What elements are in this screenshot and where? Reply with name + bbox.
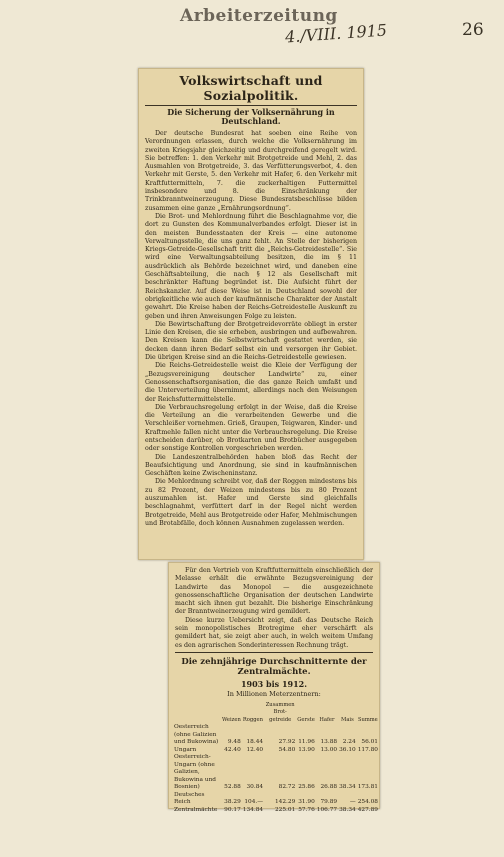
row-label: Ungarn (174, 746, 197, 753)
article-paragraph: Für den Vertrieb von Kraftfuttermitteln einschließlich der Melasse erhält die erwähnte Bezugsvereinigung der Landwirte das Monopol — die ausgezeichnete genossenschaftliche Organisation der deutschen Landwirte macht sich ihnen gut bezahlt. Die bisherige Einschränkung der Branntweinerzeugung wird gemildert. (175, 567, 373, 616)
table-row (173, 807, 379, 815)
table-cell: 106.77 (316, 806, 338, 813)
article-paragraph: Die Landeszentralbehörden haben bloß das Recht der Beaufsichtigung und Anordnung, sie sind in kaufmännischen Geschäften keine Zwischeninstanz. (145, 453, 357, 478)
table-cell: 25.86 (298, 784, 315, 791)
table-row (173, 792, 379, 807)
table-cell: 31.90 (298, 799, 315, 806)
row-label: Deutsches Reich (174, 791, 205, 806)
section-title: Volkswirtschaft und Sozialpolitik. (179, 73, 323, 103)
archive-stamp: Arbeiterzeitung (180, 6, 338, 26)
article-paragraph: Die Brot- und Mehlordnung führt die Beschlagnahme vor, die dort zu Gunsten des Kommunalverbandes erfolgt. Dieser ist in den meisten Bundesstaaten der Kreis — eine autonome Verwaltungsstelle, die uns ganz fehlt. An Stelle der bisherigen Kriegs-Getreide-Gesellschaft tritt die „Reichs-Getreidestelle“. Sie wird eine Verwaltungsabteilung besitzen, die im § 11 ausdrücklich als Behörde bezeichnet wird, und daneben eine Geschäftsabteilung, die nach § 12 als Gesellschaft mit beschränkter Haftung begründet ist. Die Aufsicht führt der Reichskanzler. Auf diese Weise ist in Deutschland sowohl der obrigkeitliche wie auch der kaufmännische Charakter der Anstalt gewahrt. Die Kreise haben der Reichs-Getreidestelle Auskunft zu geben und ihren Anweisungen Folge zu leisten. (145, 212, 357, 320)
table-cell: 104.— (244, 799, 264, 806)
article-paragraph: Die Reichs-Getreidestelle weist die Kleie der Verfügung der „Bezugsvereinigung deutscher Landwirte“ zu, einer Genossenschaftsorganisation, die das ganze Reich umfaßt und die Unterverteilung übernimmt, allerdings nach den Weisungen der Reichsfuttermittelstelle. (145, 362, 357, 403)
table-cell: 26.88 (320, 784, 338, 791)
table-cell: 18.44 (246, 739, 264, 746)
table-cell: 12.40 (246, 746, 264, 753)
article-paragraph: Der deutsche Bundesrat hat soeben eine Reihe von Verordnungen erlassen, durch welche die Volksernährung im zweiten Kriegsjahr gleichzeitig und durchgreifend geregelt wird. Sie betreffen: 1. den Verkehr mit Brotgetreide und Mehl, 2. das Ausmahlen von Brotgetreide, 3. das Verfütterungsverbot, 4. den Verkehr mit Gerste, 5. den Verkehr mit Hafer, 6. den Verkehr mit Kraftfuttermitteln, 7. die zuckerhaltigen Futtermittel insbesondere und 8. die Einschränkung der Trinkbranntweinerzeugung. Diese Bundesratsbeschlüsse bilden zusammen eine ganze „Ernährungsordnung“. (145, 130, 357, 212)
table-cell: — (349, 799, 356, 806)
article-paragraph: Die Mehlordnung schreibt vor, daß der Roggen mindestens bis zu 82 Prozent, der Weizen mindestens bis zu 80 Prozent auszumahlen ist. Hafer und Gerste sind gleichfalls beschlagnahmt, verfüttert darf in der Regel nicht werden Brotgetreide, Mehl aus Brotgetreide oder Hafer, Mehlmischungen und Brotabfälle, doch können Ausnahmen zugelassen werden. (145, 478, 357, 527)
table-row (173, 724, 379, 747)
article-body (139, 130, 363, 528)
table-cell: 56.01 (361, 739, 378, 746)
article-headline: Die Sicherung der Volksernährung in Deutschland. (167, 107, 335, 126)
table-cell: 27.92 (278, 739, 296, 746)
column-header-country (173, 702, 221, 725)
table-row (173, 747, 379, 755)
article-paragraph: Die Verbrauchsregelung erfolgt in der Weise, daß die Kreise die Verteilung an die verarbeitenden Gewerbe und die Verschleißer vornehmen. Grieß, Graupen, Teigwaren, Kinder- und Kraftmehle fallen nicht unter die Verbrauchsregelung. Die Kreise entscheiden darüber, ob Brotkarten und Brotbücher ausgegeben oder sonstige Kontrollen vorgeschrieben werden. (145, 403, 357, 453)
table-cell: 13.88 (320, 739, 338, 746)
table-cell: 225.01 (274, 806, 296, 813)
table-cell: 13.00 (320, 746, 338, 753)
table-cell: 173.81 (357, 784, 378, 791)
table-cell: 9.48 (227, 739, 241, 746)
table-cell: 54.80 (278, 746, 296, 753)
table-cell: 134.84 (242, 806, 264, 813)
table-cell: 79.89 (320, 799, 338, 806)
column-header: Mais (341, 716, 354, 723)
table-cell: 254.08 (357, 799, 378, 806)
table-header-row (173, 702, 379, 725)
column-header: Roggen (242, 716, 263, 723)
page-number: 26 (462, 20, 484, 40)
table-cell: 57.76 (298, 806, 315, 813)
divider (145, 105, 357, 106)
harvest-table (173, 702, 379, 815)
newspaper-clipping-article (138, 68, 364, 560)
table-cell: 117.80 (357, 746, 378, 753)
table-row (173, 754, 379, 792)
table-cell: 38.34 (339, 806, 356, 813)
column-header: Weizen (222, 716, 241, 723)
table-cell: 427.89 (357, 806, 378, 813)
table-cell: 11.96 (298, 739, 315, 746)
column-header: Zusammen Brot-getreide (265, 701, 295, 723)
table-unit: In Millionen Meterzentnern: (227, 689, 321, 698)
table-cell: 36.10 (339, 746, 356, 753)
column-header: Gerste (297, 716, 315, 723)
newspaper-clipping-table (168, 562, 380, 813)
table-cell: 30.84 (246, 784, 264, 791)
row-label: Oesterreich-Ungarn (ohne Galizien, Bukowina und Bosnien) (174, 754, 217, 791)
table-cell: 38.29 (224, 799, 241, 806)
handwritten-date: 4./VIII. 1915 (284, 20, 388, 47)
table-title: Die zehnjährige Durchschnitternte der Zentralmächte. (181, 656, 367, 677)
divider (175, 652, 373, 653)
table-cell: 52.88 (224, 784, 241, 791)
article-paragraph: Diese kurze Uebersicht zeigt, daß das Deutsche Reich sein monopolistisches Brotregime eher verschärft als gemildert hat, sie zeigt aber auch, in welch weitem Umfang es den agrarischen Sonderinteressen Rechnung trägt. (175, 616, 373, 649)
table-cell: 82.72 (278, 784, 296, 791)
column-header: Summe (357, 716, 378, 723)
table-cell: 2.24 (342, 739, 356, 746)
table-cell: 13.90 (298, 746, 315, 753)
table-cell: 90.17 (224, 806, 241, 813)
row-label: Oesterreich (ohne Galizien und Bukowina) (174, 724, 219, 746)
column-header: Hafer (319, 716, 335, 723)
table-cell: 38.34 (339, 784, 356, 791)
table-years: 1903 bis 1912. (240, 678, 308, 689)
row-label: Zentralmächte (174, 806, 218, 813)
article-paragraph: Die Bewirtschaftung der Brotgetreidevorräte obliegt in erster Linie den Kreisen, die sie erheben, ausbringen und aufbewahren. Den Kreisen kann die Selbstwirtschaft gestattet werden, sie decken dann ihren Bedarf selbst ein und versorgen ihr Gebiet. Die übrigen Kreise sind an die Reichs-Getreidestelle gewiesen. (145, 320, 357, 362)
table-cell: 42.40 (224, 746, 241, 753)
article-body-continued (169, 563, 379, 650)
table-cell: 142.29 (274, 799, 296, 806)
